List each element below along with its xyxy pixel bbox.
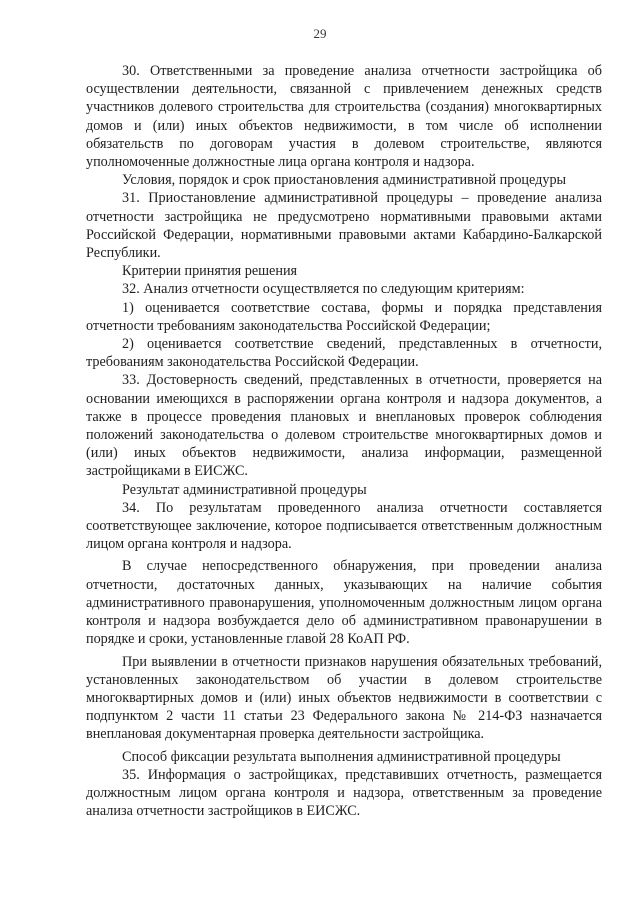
- paragraph: 31. Приостановление административной процедуры – проведение анализа отчетности застройщика не предусмотрено нормативными правовыми актами Российской Федерации, нормативными правовыми актами Кабардино-Балкарской Республики.: [86, 190, 602, 262]
- paragraph: При выявлении в отчетности признаков нарушения обязательных требований, установленных законодательством об участии в долевом строительстве многоквартирных домов и (или) иных объектов недвижимости в соответствии с подпунктом 2 части 11 статьи 23 Федерального закона № 214-ФЗ назначается внеплановая документарная проверка деятельности застройщика.: [86, 653, 602, 743]
- paragraph: 35. Информация о застройщиках, представивших отчетность, размещается должностным лицом органа контроля и надзора, ответственным за проведение анализа отчетности застройщиков в ЕИСЖС.: [86, 766, 602, 820]
- paragraph: 30. Ответственными за проведение анализа отчетности застройщика об осуществлении деятельности, связанной с привлечением денежных средств участников долевого строительства для строительства (создания) многоквартирных домов и (или) иных объектов недвижимости, в том числе об исполнении обязательств по договорам участия в долевом строительстве, являются уполномоченные должностные лица органа контроля и надзора.: [86, 63, 602, 171]
- paragraph: 1) оценивается соответствие состава, формы и порядка представления отчетности требованиям законодательства Российской Федерации;: [86, 299, 602, 334]
- paragraph: Способ фиксации результата выполнения административной процедуры: [122, 748, 561, 765]
- paragraph: 34. По результатам проведенного анализа отчетности составляется соответствующее заключение, которое подписывается ответственным должностным лицом органа контроля и надзора.: [86, 499, 602, 553]
- section-heading: Результат административной процедуры: [122, 481, 367, 498]
- section-heading: Критерии принятия решения: [122, 263, 298, 280]
- paragraph: 2) оценивается соответствие сведений, представленных в отчетности, требованиям законодательства Российской Федерации.: [86, 336, 602, 371]
- paragraph: Условия, порядок и срок приостановления административной процедуры: [122, 172, 567, 189]
- document-body: [86, 62, 602, 820]
- paragraph: 32. Анализ отчетности осуществляется по следующим критериям:: [122, 281, 525, 298]
- page-number: 29: [313, 26, 327, 41]
- paragraph: В случае непосредственного обнаружения, при проведении анализа отчетности, достаточных данных, указывающих на наличие события административного правонарушения, уполномоченным должностным лицом органа контроля и надзора возбуждается дело об административном правонарушении в порядке и сроки, установленные главой 28 КоАП РФ.: [86, 558, 602, 648]
- paragraph: 33. Достоверность сведений, представленных в отчетности, проверяется на основании имеющихся в распоряжении органа контроля и надзора документов, а также в процессе проведения плановых и внеплановых проверок соблюдения положений законодательства о долевом строительстве многоквартирных домов и (или) иных объектов недвижимости, анализа информации, размещенной застройщиками в ЕИСЖС.: [86, 372, 602, 480]
